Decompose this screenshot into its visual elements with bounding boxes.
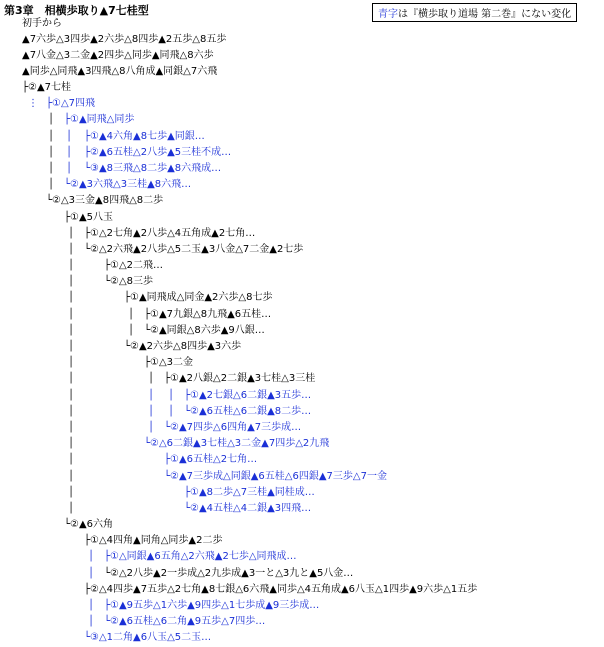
- variation-row: [0, 371, 604, 387]
- variation-moves: └②▲3六飛△3三桂▲8六飛…: [64, 179, 192, 191]
- tree-connector: │: [68, 243, 75, 255]
- variation-row: [0, 469, 604, 485]
- variation-row: [0, 307, 604, 323]
- opening-line: ▲同歩△同飛▲3四飛△8八角成▲同銀△7六飛: [22, 66, 218, 77]
- tree-connector: │: [88, 616, 95, 628]
- tree-connector: │: [68, 438, 75, 450]
- variation-row: [0, 630, 604, 646]
- variation-moves: └②▲6五桂△6二銀▲8二歩…: [184, 405, 312, 417]
- variation-moves: ├①▲2七銀△6二銀▲3五歩…: [184, 389, 312, 401]
- variation-moves: ├①▲8二歩△7三桂▲同桂成…: [184, 486, 315, 498]
- tree-connector: │: [148, 405, 155, 417]
- tree-connector: │: [48, 130, 55, 142]
- variation-moves: ├②▲6五桂△2八歩▲5三桂不成…: [84, 146, 232, 158]
- variation-moves: ├①△2七角▲2八歩△4五角成▲2七角…: [84, 227, 256, 239]
- variation-moves: ├①▲4六角▲8七歩▲同銀…: [84, 130, 205, 142]
- variation-row: [0, 129, 604, 145]
- variation-row: [0, 501, 604, 517]
- tree-connector: │: [68, 324, 75, 336]
- variation-moves: └②△8三歩: [104, 276, 154, 288]
- tree-connector: │: [68, 227, 75, 239]
- variation-moves: └②▲6六角: [64, 519, 114, 531]
- tree-connector: │: [148, 373, 155, 385]
- variation-moves: ├①▲同飛△同歩: [64, 114, 135, 126]
- tree-connector: │: [48, 146, 55, 158]
- variation-row: [0, 566, 604, 582]
- variation-moves: └②▲6五桂△6二角▲9五歩△7四歩…: [104, 616, 266, 628]
- variation-row: [0, 323, 604, 339]
- variation-row: [0, 517, 604, 533]
- tree-connector: │: [48, 114, 55, 126]
- tree-connector: │: [128, 324, 135, 336]
- tree-connector: │: [68, 276, 75, 288]
- variation-row: [0, 549, 604, 565]
- variation-row: [0, 404, 604, 420]
- variation-row: [0, 177, 604, 193]
- variation-moves: └②△3三金▲8四飛△8二歩: [46, 195, 164, 207]
- variation-moves: └②▲4五桂△4二銀▲3四飛…: [184, 502, 312, 514]
- opening-line: 初手から: [22, 18, 62, 29]
- variation-row: [0, 112, 604, 128]
- legend-text: は『横歩取り道場 第二巻』にない変化: [398, 9, 572, 20]
- variation-moves: ├①▲2八銀△2二銀▲3七桂△3三桂: [164, 373, 316, 385]
- variation-moves: └③▲8三飛△8二歩▲8六飛成…: [84, 162, 222, 174]
- opening-line: ▲7八金△3二金▲2四歩△同歩▲同飛△8六歩: [22, 50, 214, 61]
- variation-row: [0, 242, 604, 258]
- tree-connector: │: [68, 502, 75, 514]
- variation-moves: ├①▲7九銀△8九飛▲6五桂…: [144, 308, 272, 320]
- tree-connector: │: [168, 389, 175, 401]
- variation-row: [0, 355, 604, 371]
- variation-moves: ├①△4四角▲同角△同歩▲2二歩: [84, 535, 223, 547]
- tree-connector: │: [48, 179, 55, 191]
- variation-moves: └②▲7四歩△6四角▲7三歩成…: [164, 421, 302, 433]
- variation-moves: ├①▲同飛成△同金▲2六歩△8七歩: [124, 292, 273, 304]
- variation-row: [0, 226, 604, 242]
- variation-moves: ├①▲6五桂△2七角…: [164, 454, 258, 466]
- variation-moves: └②△2六飛▲2八歩△5二玉▲3八金△7二金▲2七歩: [84, 243, 304, 255]
- tree-connector: │: [168, 405, 175, 417]
- tree-connector: │: [68, 373, 75, 385]
- variation-row: [0, 533, 604, 549]
- variation-moves: ├①△7四飛: [46, 98, 96, 110]
- legend-blue-label: 青字: [378, 9, 398, 20]
- variation-moves: ├②△4四歩▲7五歩△2七角▲8七銀△6六飛▲同歩△4五角成▲6八玉△1四歩▲9六歩△1五歩: [84, 583, 478, 595]
- variation-moves: └②△6二銀▲3七桂△3二金▲7四歩△2九飛: [144, 438, 330, 450]
- tree-connector: │: [48, 162, 55, 174]
- tree-connector: │: [66, 146, 73, 158]
- variation-row: [0, 436, 604, 452]
- tree-connector: │: [66, 130, 73, 142]
- variation-moves: ├①▲9五歩△1六歩▲9四歩△1七歩成▲9三歩成…: [104, 600, 320, 611]
- variation-moves: └②▲同銀△8六歩▲9八銀…: [144, 324, 265, 336]
- tree-connector: │: [148, 389, 155, 401]
- variation-tree: [0, 80, 604, 647]
- tree-connector: │: [68, 308, 75, 320]
- tree-connector: │: [68, 470, 75, 482]
- tree-connector: │: [88, 600, 95, 611]
- variation-row: [0, 258, 604, 274]
- variation-moves: ├①△同銀▲6五角△2六飛▲2七歩△同飛成…: [104, 551, 297, 563]
- variation-row: [0, 145, 604, 161]
- variation-moves: ├②▲7七桂: [22, 82, 72, 93]
- variation-moves: ├①▲5八玉: [64, 211, 114, 223]
- variation-row: [0, 96, 604, 112]
- opening-moves: [22, 16, 226, 80]
- tree-connector: │: [68, 486, 75, 498]
- variation-row: [0, 193, 604, 209]
- tree-connector: │: [68, 357, 75, 369]
- variation-moves: ├①△2二飛…: [104, 260, 164, 272]
- variation-row: [0, 420, 604, 436]
- variation-row: [0, 452, 604, 468]
- tree-connector: │: [66, 162, 73, 174]
- variation-moves: └②△2八歩▲2一歩成△2九歩成▲3一と△3九と▲5八金…: [104, 567, 354, 579]
- variation-moves: └②▲7三歩成△同銀▲6五桂△6四銀▲7三歩△7一金: [164, 470, 387, 482]
- tree-connector: │: [68, 421, 75, 433]
- variation-row: [0, 598, 604, 614]
- tree-connector: │: [88, 567, 95, 579]
- legend-note: [372, 3, 577, 22]
- variation-row: [0, 582, 604, 598]
- tree-connector: │: [68, 260, 75, 272]
- tree-connector: │: [68, 292, 75, 304]
- tree-connector: │: [68, 405, 75, 417]
- variation-row: [0, 274, 604, 290]
- opening-line: ▲7六歩△3四歩▲2六歩△8四歩▲2五歩△8五歩: [22, 34, 227, 45]
- variation-row: [0, 290, 604, 306]
- tree-connector: │: [88, 551, 95, 563]
- tree-connector: ⋮: [28, 98, 38, 110]
- variation-row: [0, 80, 604, 96]
- variation-row: [0, 161, 604, 177]
- variation-row: [0, 388, 604, 404]
- variation-row: [0, 485, 604, 501]
- chapter-title: 第3章 相横歩取り▲7七桂型: [4, 4, 149, 17]
- tree-connector: │: [68, 454, 75, 466]
- tree-connector: │: [68, 389, 75, 401]
- variation-row: [0, 210, 604, 226]
- variation-moves: ├①△3二金: [144, 357, 194, 369]
- tree-connector: │: [128, 308, 135, 320]
- variation-moves: └②▲2六歩△8四歩▲3六歩: [124, 341, 242, 352]
- variation-row: [0, 339, 604, 355]
- tree-connector: │: [148, 421, 155, 433]
- tree-connector: │: [68, 341, 75, 352]
- variation-row: [0, 614, 604, 630]
- variation-moves: └③△1二角▲6八玉△5二玉…: [84, 632, 212, 644]
